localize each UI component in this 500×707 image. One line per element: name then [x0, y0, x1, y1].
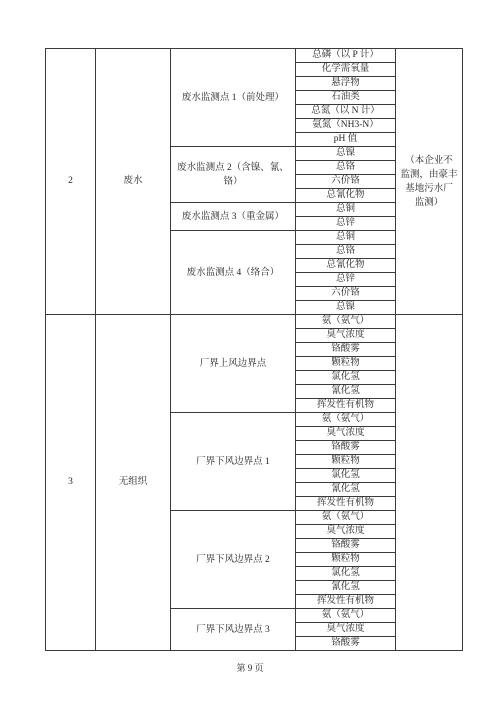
monitoring-item: 总氰化物: [296, 189, 396, 203]
monitoring-point: 厂界下风边界点 1: [171, 413, 296, 511]
monitoring-item: pH 值: [296, 133, 396, 147]
section-category: 废水: [96, 49, 171, 315]
monitoring-table: [45, 48, 463, 651]
monitoring-item: 铬酸雾: [296, 539, 396, 553]
monitoring-item: 颗粒物: [296, 357, 396, 371]
monitoring-point: 废水监测点 4（络合）: [171, 231, 296, 315]
monitoring-item: 总铜: [296, 203, 396, 217]
monitoring-item: 总镍: [296, 301, 396, 315]
monitoring-item: 颗粒物: [296, 455, 396, 469]
monitoring-item: 铬酸雾: [296, 441, 396, 455]
monitoring-point: 厂界上风边界点: [171, 315, 296, 413]
monitoring-item: 铬酸雾: [296, 343, 396, 357]
section-number: 2: [46, 49, 96, 315]
monitoring-item: 总氰化物: [296, 259, 396, 273]
monitoring-item: 氨（氨气）: [296, 511, 396, 525]
monitoring-point: 厂界下风边界点 2: [171, 511, 296, 609]
monitoring-item: 颗粒物: [296, 553, 396, 567]
monitoring-item: 悬浮物: [296, 77, 396, 91]
monitoring-item: 臭气浓度: [296, 623, 396, 637]
section-note: [396, 315, 463, 651]
monitoring-item: 总磷（以 P 计）: [296, 49, 396, 63]
monitoring-item: 臭气浓度: [296, 525, 396, 539]
monitoring-item: 臭气浓度: [296, 427, 396, 441]
monitoring-item: 挥发性有机物: [296, 497, 396, 511]
monitoring-item: 氯化氢: [296, 567, 396, 581]
monitoring-point: 废水监测点 2（含镍、氰、铬）: [171, 147, 296, 203]
monitoring-point: 废水监测点 3（重金属）: [171, 203, 296, 231]
note-line: 监测，由豪丰: [400, 169, 458, 180]
monitoring-item: 氰化氢: [296, 483, 396, 497]
note-line: （本企业不: [405, 155, 453, 166]
monitoring-item: 铬酸雾: [296, 637, 396, 651]
monitoring-item: 石油类: [296, 91, 396, 105]
monitoring-item: 化学需氧量: [296, 63, 396, 77]
monitoring-item: 总铜: [296, 231, 396, 245]
monitoring-item: 六价铬: [296, 287, 396, 301]
monitoring-item: 氰化氢: [296, 385, 396, 399]
monitoring-point: 厂界下风边界点 3: [171, 609, 296, 651]
monitoring-item: 臭气浓度: [296, 329, 396, 343]
section-note: [396, 49, 463, 315]
monitoring-item: 总铬: [296, 161, 396, 175]
monitoring-item: 六价铬: [296, 175, 396, 189]
monitoring-item: 氰化氢: [296, 581, 396, 595]
section-number: 3: [46, 315, 96, 651]
note-line: 监测）: [414, 197, 444, 208]
monitoring-item: 氨（氨气）: [296, 315, 396, 329]
monitoring-item: 挥发性有机物: [296, 595, 396, 609]
monitoring-item: 总锌: [296, 217, 396, 231]
monitoring-item: 总锌: [296, 273, 396, 287]
page-number: 第 9 页: [236, 663, 264, 673]
monitoring-item: 氨（氨气）: [296, 609, 396, 623]
monitoring-point: 废水监测点 1（前处理）: [171, 49, 296, 147]
monitoring-item: 氯化氢: [296, 371, 396, 385]
monitoring-item: 总氮（以 N 计）: [296, 105, 396, 119]
section-category: 无组织: [96, 315, 171, 651]
monitoring-item: 氨氮（NH3-N）: [296, 119, 396, 133]
monitoring-item: 挥发性有机物: [296, 399, 396, 413]
monitoring-item: 总镍: [296, 147, 396, 161]
note-line: 基地污水厂: [405, 183, 453, 194]
monitoring-item: 总铬: [296, 245, 396, 259]
monitoring-item: 氨（氨气）: [296, 413, 396, 427]
monitoring-item: 氯化氢: [296, 469, 396, 483]
